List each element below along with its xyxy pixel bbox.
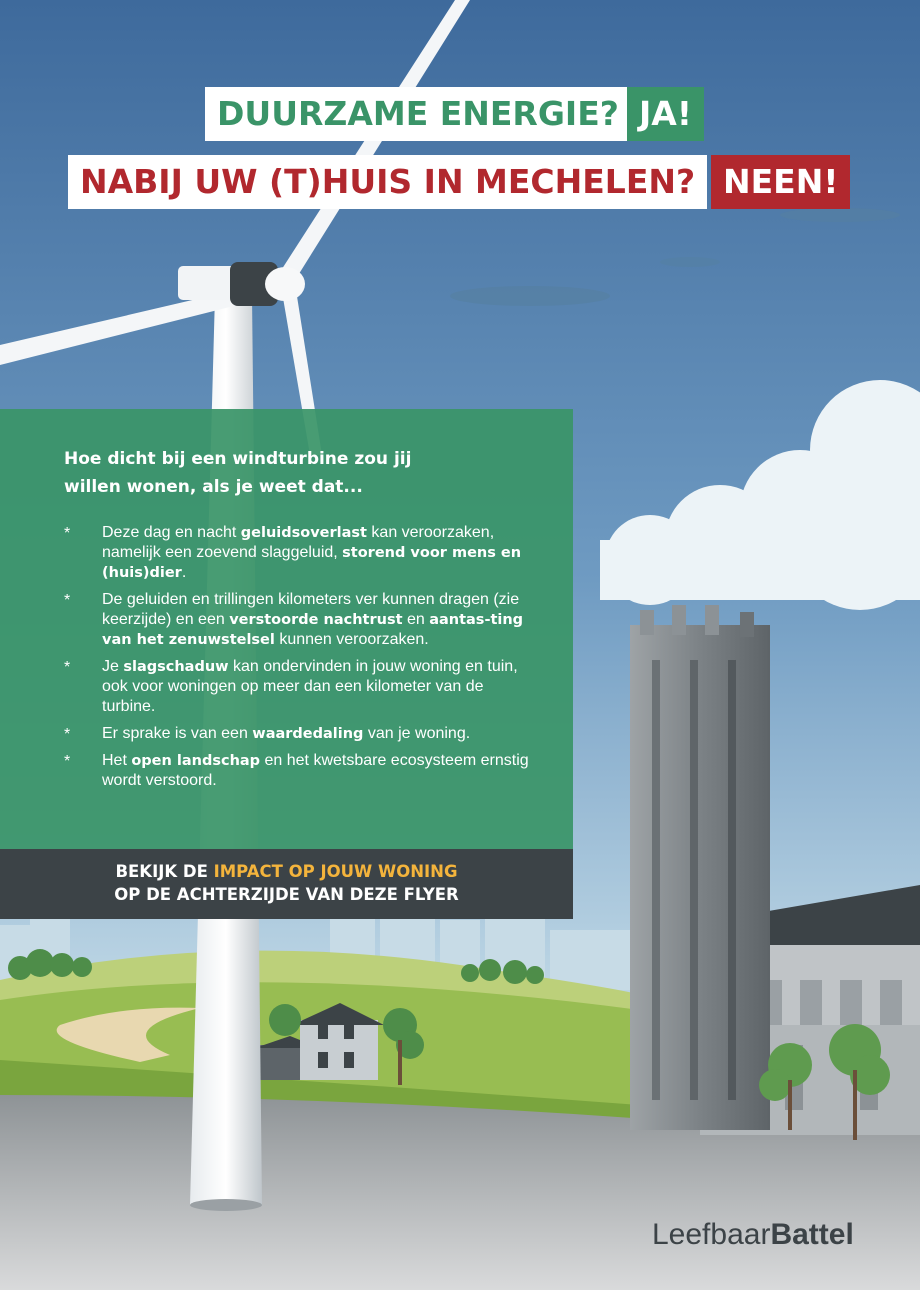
cloud-streak xyxy=(660,257,720,267)
list-item: * Deze dag en nacht geluidsoverlast kan veroorzaken, namelijk een zoevend slaggeluid, storend voor mens en (huis)dier. xyxy=(64,524,522,581)
info-panel xyxy=(0,409,573,849)
cta-line-2: OP DE ACHTERZIJDE VAN DEZE FLYER xyxy=(114,885,459,904)
list-item: * Je slagschaduw kan ondervinden in jouw woning en tuin, ook voor woningen op meer dan een kilometer van de turbine. xyxy=(64,658,518,715)
cta-line-1: BEKIJK DE IMPACT OP JOUW WONING xyxy=(115,862,458,881)
leefbaar-battel-logo: LeefbaarBattel xyxy=(652,1218,854,1251)
bullet-marker: * xyxy=(64,659,71,676)
concerns-list xyxy=(64,523,533,791)
call-to-action xyxy=(0,849,573,919)
cloud-streak xyxy=(780,208,900,222)
list-item: * Het open landschap en het kwetsbare ecosysteem ernstig wordt verstoord. xyxy=(64,752,529,789)
bullet-marker: * xyxy=(64,525,71,542)
list-item: * De geluiden en trillingen kilometers ver kunnen dragen (zie keerzijde) en een verstoorde nachtrust en aantas-ting van het zenuwstelsel kunnen veroorzaken. xyxy=(64,591,524,648)
cloud-streak xyxy=(450,286,610,306)
headline-answer-no: NEEN! xyxy=(711,155,850,209)
cta-highlight: IMPACT OP JOUW WONING xyxy=(213,862,458,881)
info-question: Hoe dicht bij een windturbine zou jij willen wonen, als je weet dat... xyxy=(64,449,412,497)
headline-line-1: DUURZAME ENERGIE? xyxy=(205,87,631,141)
headline-answer-yes: JA! xyxy=(627,87,704,141)
bullet-marker: * xyxy=(64,592,71,609)
bullet-marker: * xyxy=(64,726,71,743)
list-item: * Er sprake is van een waardedaling van je woning. xyxy=(64,725,471,743)
cathedral-tower xyxy=(630,605,770,1130)
bullet-marker: * xyxy=(64,753,71,770)
headline-line-2: NABIJ UW (T)HUIS IN MECHELEN? xyxy=(68,155,707,209)
